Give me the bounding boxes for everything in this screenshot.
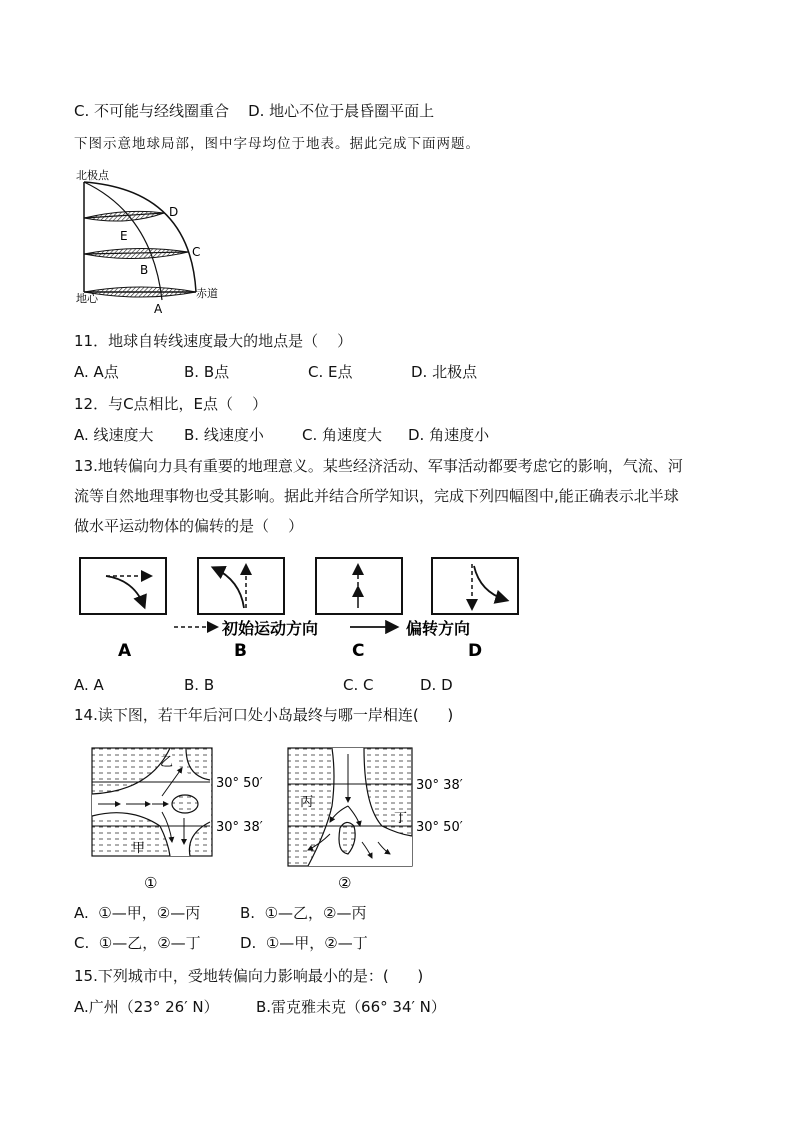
panel-label-a: A xyxy=(118,641,132,661)
q11-option-c[interactable]: C. E点 xyxy=(308,363,353,381)
q13-stem-line-2: 流等自然地理事物也受其影响。据此并结合所学知识，完成下列四幅图中,能正确表示北半球 xyxy=(74,487,679,505)
river-map-1 xyxy=(90,746,280,896)
q15-option-a[interactable]: A.广州（23° 26′ N） xyxy=(74,998,219,1016)
latitude-band-equator xyxy=(84,287,196,297)
map2-label: ② xyxy=(338,874,352,892)
q13-option-b[interactable]: B. B xyxy=(184,676,215,694)
deflection-panels-figure xyxy=(78,556,538,661)
point-c-label: C xyxy=(192,245,201,259)
panel-label-b: B xyxy=(234,641,247,661)
legend-deflect-label: 偏转方向 xyxy=(406,619,471,638)
q12-option-b[interactable]: B. 线速度小 xyxy=(184,426,264,444)
map1-bank-upper-label: 乙 xyxy=(160,755,174,770)
map2-bank-left-label: 丙 xyxy=(300,795,314,810)
q11-option-d[interactable]: D. 北极点 xyxy=(411,363,478,381)
q14-option-b[interactable]: B. ①—乙，②—丙 xyxy=(240,904,367,922)
point-d-label: D xyxy=(169,205,179,219)
island-1 xyxy=(172,795,198,813)
earth-center-label: 地心 xyxy=(76,292,98,305)
map1-bank-lower-label: 甲 xyxy=(132,841,146,856)
q12-option-d[interactable]: D. 角速度小 xyxy=(408,426,490,444)
point-e-label: E xyxy=(120,229,128,243)
panel-label-c: C xyxy=(352,641,365,661)
panel-d xyxy=(432,558,518,614)
map2-lat-bottom-label: 30° 50′ xyxy=(416,820,463,835)
q13-option-d[interactable]: D. D xyxy=(420,676,453,694)
q10-options-cd: C. 不可能与经线圈重合 D. 地心不位于晨昏圈平面上 xyxy=(74,102,435,120)
earth-quadrant-figure xyxy=(72,168,222,316)
map2-bank-right-label: 丁 xyxy=(394,811,408,826)
latitude-band-mid xyxy=(84,248,188,258)
q11-stem: 11．地球自转线速度最大的地点是（ ） xyxy=(74,332,353,350)
latitude-band-high xyxy=(84,211,164,221)
panel-b xyxy=(198,558,284,614)
q14-option-a[interactable]: A. ①—甲，②—丙 xyxy=(74,904,201,922)
river-map-2 xyxy=(286,746,486,896)
q13-option-a[interactable]: A. A xyxy=(74,676,104,694)
map1-lat-bottom-label: 30° 38′ xyxy=(216,820,263,835)
q15-option-b[interactable]: B.雷克雅未克（66° 34′ N） xyxy=(256,998,446,1016)
panel-a xyxy=(80,558,166,614)
north-pole-label: 北极点 xyxy=(76,169,109,182)
panel-label-d: D xyxy=(468,641,483,661)
point-b-label: B xyxy=(140,263,149,277)
q14-stem: 14.读下图，若干年后河口处小岛最终与哪一岸相连( ) xyxy=(74,706,454,724)
q11-option-a[interactable]: A. A点 xyxy=(74,363,119,381)
q12-stem: 12．与C点相比，E点（ ） xyxy=(74,395,268,413)
q14-option-c[interactable]: C. ①—乙，②—丁 xyxy=(74,934,201,952)
q13-option-c[interactable]: C. C xyxy=(343,676,374,694)
point-a-label: A xyxy=(154,302,163,316)
q12-option-a[interactable]: A. 线速度大 xyxy=(74,426,154,444)
legend-initial-label: 初始运动方向 xyxy=(222,619,319,638)
q14-option-d[interactable]: D. ①—甲，②—丁 xyxy=(240,934,368,952)
q13-stem-line-1: 13.地转偏向力具有重要的地理意义。某些经济活动、军事活动都要考虑它的影响，气流、河 xyxy=(74,457,683,475)
q12-option-c[interactable]: C. 角速度大 xyxy=(302,426,383,444)
q11-option-b[interactable]: B. B点 xyxy=(184,363,230,381)
intro-text: 下图示意地球局部，图中字母均位于地表。据此完成下面两题。 xyxy=(74,136,480,152)
panel-c xyxy=(316,558,402,614)
map1-label: ① xyxy=(144,874,158,892)
q15-stem: 15.下列城市中，受地转偏向力影响最小的是：( ) xyxy=(74,967,424,985)
equator-label: 赤道 xyxy=(196,287,218,300)
map2-lat-top-label: 30° 38′ xyxy=(416,778,463,793)
map1-lat-top-label: 30° 50′ xyxy=(216,776,263,791)
q13-stem-line-3: 做水平运动物体的偏转的是（ ） xyxy=(74,517,304,535)
